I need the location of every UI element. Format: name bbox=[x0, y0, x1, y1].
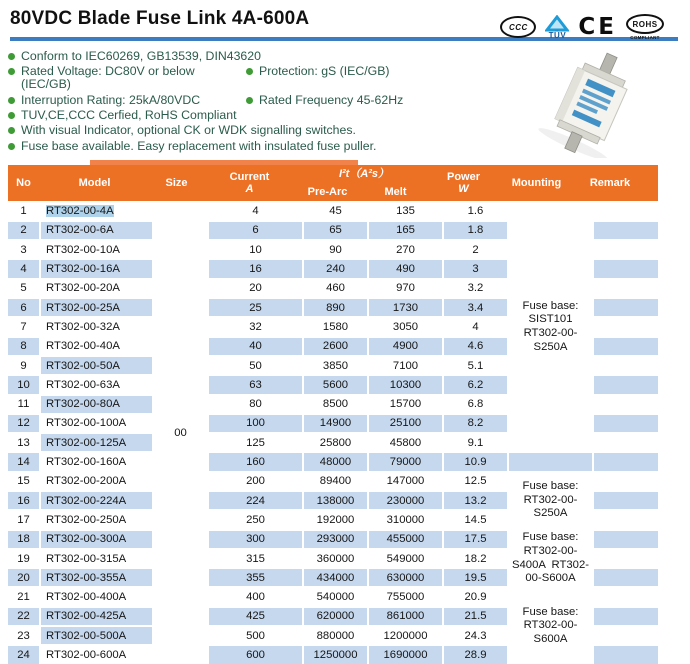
cell-no: 11 bbox=[17, 398, 30, 411]
cell-mounting bbox=[509, 588, 592, 663]
cell-model: RT302-00-32A bbox=[46, 320, 120, 333]
cell-current: 100 bbox=[209, 415, 302, 432]
cell-power: 10.9 bbox=[444, 453, 507, 470]
cell-remark bbox=[594, 357, 658, 374]
tuv-label: TÜV bbox=[548, 30, 567, 40]
cell-current: 16 bbox=[209, 260, 302, 277]
header-model: Model bbox=[78, 176, 111, 189]
mounting-text-line: SIST101 bbox=[528, 313, 573, 326]
mounting-text-line: Fuse base: bbox=[522, 605, 579, 618]
cell-model: RT302-00-500A bbox=[41, 627, 152, 644]
cell-current: 355 bbox=[209, 569, 302, 586]
header-current bbox=[203, 165, 296, 201]
cell-no: 7 bbox=[20, 320, 27, 333]
table-body bbox=[8, 203, 658, 664]
cell-melt: 970 bbox=[396, 282, 415, 295]
feature-cell bbox=[246, 94, 403, 107]
mounting-text-line: RT302-00- bbox=[523, 493, 578, 506]
cell-no: 13 bbox=[17, 436, 30, 449]
cell-power: 14.5 bbox=[464, 513, 487, 526]
cell-melt: 1200000 bbox=[383, 629, 428, 642]
feature-cell bbox=[8, 50, 261, 63]
cell-model: RT302-00-160A bbox=[46, 456, 127, 469]
cell-pre-arc: 540000 bbox=[316, 591, 355, 604]
cell-pre-arc: 293000 bbox=[304, 531, 367, 548]
cell-pre-arc: 65 bbox=[304, 222, 367, 239]
cell-remark bbox=[594, 338, 658, 355]
cell-no: 1 bbox=[20, 205, 27, 218]
cell-current: 6 bbox=[209, 222, 302, 239]
cell-remark bbox=[594, 280, 658, 297]
cell-no: 10 bbox=[8, 376, 39, 393]
cell-no: 23 bbox=[17, 629, 30, 642]
cell-remark bbox=[594, 299, 658, 316]
cell-melt: 79000 bbox=[369, 453, 442, 470]
mounting-text-line: S250A bbox=[533, 507, 568, 520]
cell-current: 425 bbox=[209, 608, 302, 625]
feature-cell bbox=[246, 65, 390, 78]
cell-pre-arc: 890 bbox=[304, 299, 367, 316]
tuv-triangle-icon bbox=[545, 15, 569, 32]
cell-melt: 10300 bbox=[369, 376, 442, 393]
cell-no: 4 bbox=[8, 260, 39, 277]
cell-mounting bbox=[509, 473, 592, 529]
feature-text: Fuse base available. Easy replacement with insulated fuse puller. bbox=[21, 138, 377, 153]
product-image-fuse bbox=[520, 50, 662, 158]
bullet-icon bbox=[8, 127, 15, 134]
feature-list bbox=[8, 50, 508, 153]
feature-item bbox=[8, 50, 508, 63]
cell-no: 20 bbox=[8, 569, 39, 586]
cell-model: RT302-00-10A bbox=[46, 243, 120, 256]
cell-melt: 45800 bbox=[389, 436, 422, 449]
cell-remark bbox=[594, 550, 658, 567]
cell-model bbox=[41, 203, 152, 220]
cell-model: RT302-00-425A bbox=[41, 608, 152, 625]
cell-power: 6.8 bbox=[467, 398, 484, 411]
cell-melt: 490 bbox=[369, 260, 442, 277]
cell-pre-arc: 8500 bbox=[322, 398, 349, 411]
rohs-badge bbox=[626, 14, 664, 40]
cell-model: RT302-00-80A bbox=[41, 396, 152, 413]
mounting-text-line: Fuse base: bbox=[522, 299, 579, 312]
cell-model: RT302-00-300A bbox=[41, 531, 152, 548]
header-current-line1: Current bbox=[229, 170, 270, 183]
ce-mark-icon: CE bbox=[578, 14, 617, 40]
cell-melt: 4900 bbox=[369, 338, 442, 355]
rohs-compliant-label: COMPLIANT bbox=[630, 35, 660, 40]
cell-pre-arc: 1250000 bbox=[304, 646, 367, 663]
page-title: 80VDC Blade Fuse Link 4A-600A bbox=[10, 8, 310, 29]
cell-current: 160 bbox=[209, 453, 302, 470]
cell-no: 3 bbox=[20, 243, 27, 256]
cell-current: 63 bbox=[209, 376, 302, 393]
cell-remark bbox=[594, 203, 658, 220]
cell-no: 17 bbox=[17, 513, 30, 526]
cell-power: 3.2 bbox=[467, 282, 484, 295]
cell-pre-arc: 48000 bbox=[304, 453, 367, 470]
feature-cell bbox=[8, 65, 246, 91]
bullet-icon bbox=[8, 143, 15, 150]
feature-item bbox=[8, 94, 508, 107]
certification-badges bbox=[500, 14, 664, 40]
cell-melt: 25100 bbox=[369, 415, 442, 432]
cell-remark bbox=[594, 588, 658, 605]
cell-model: RT302-00-600A bbox=[46, 649, 127, 662]
cell-size: 00 bbox=[174, 427, 187, 440]
feature-text: Conform to IEC60269, GB13539, DIN43620 bbox=[21, 49, 261, 63]
cell-pre-arc: 14900 bbox=[304, 415, 367, 432]
cell-model: RT302-00-355A bbox=[41, 569, 152, 586]
header-power-line2: W bbox=[458, 182, 469, 195]
cell-model: RT302-00-40A bbox=[46, 340, 120, 353]
spec-table bbox=[8, 165, 658, 664]
cell-melt: 755000 bbox=[386, 591, 425, 604]
cell-remark bbox=[594, 415, 658, 432]
cell-power: 1.8 bbox=[444, 222, 507, 239]
cell-model: RT302-00-200A bbox=[46, 475, 127, 488]
cell-current: 400 bbox=[246, 591, 265, 604]
cell-mounting bbox=[509, 453, 592, 470]
tuv-badge bbox=[545, 15, 569, 40]
ccc-mark-icon: CCC bbox=[500, 16, 536, 38]
cell-melt: 135 bbox=[396, 205, 415, 218]
cell-current: 300 bbox=[209, 531, 302, 548]
cell-pre-arc: 434000 bbox=[304, 569, 367, 586]
cell-current: 500 bbox=[246, 629, 265, 642]
header-i2t: I²t（A²s） bbox=[338, 168, 390, 181]
cell-mounting bbox=[509, 531, 592, 587]
page-header bbox=[0, 0, 690, 41]
cell-pre-arc: 2600 bbox=[304, 338, 367, 355]
mounting-text-line: RT302-00- bbox=[523, 326, 578, 339]
cell-melt: 3050 bbox=[392, 320, 419, 333]
ccc-badge bbox=[500, 16, 536, 38]
cell-power: 28.9 bbox=[444, 646, 507, 663]
cell-current: 315 bbox=[246, 552, 265, 565]
cell-power: 3.4 bbox=[444, 299, 507, 316]
header-power bbox=[432, 165, 495, 201]
header-remark: Remark bbox=[589, 176, 631, 189]
feature-cell bbox=[8, 94, 246, 107]
cell-current: 224 bbox=[209, 492, 302, 509]
cell-no: 22 bbox=[8, 608, 39, 625]
cell-pre-arc: 45 bbox=[329, 205, 342, 218]
cell-pre-arc: 1580 bbox=[322, 320, 349, 333]
cell-power: 17.5 bbox=[444, 531, 507, 548]
mounting-text-line: 00-S600A bbox=[525, 572, 576, 585]
cell-melt: 455000 bbox=[369, 531, 442, 548]
cell-current: 10 bbox=[249, 243, 262, 256]
bullet-icon bbox=[8, 68, 15, 75]
cell-current: 250 bbox=[246, 513, 265, 526]
feature-item bbox=[8, 65, 508, 91]
cell-power: 24.3 bbox=[464, 629, 487, 642]
cell-no: 15 bbox=[17, 475, 30, 488]
cell-model: RT302-00-20A bbox=[46, 282, 120, 295]
cell-current: 80 bbox=[249, 398, 262, 411]
cell-mounting bbox=[509, 203, 592, 452]
cell-current: 50 bbox=[249, 359, 262, 372]
cell-remark bbox=[594, 260, 658, 277]
feature-item bbox=[8, 140, 508, 153]
bullet-icon bbox=[8, 97, 15, 104]
cell-melt: 270 bbox=[396, 243, 415, 256]
cell-power: 4 bbox=[472, 320, 479, 333]
selected-model-text: RT302-00-4A bbox=[46, 205, 114, 218]
cell-power: 19.5 bbox=[444, 569, 507, 586]
cell-melt: 15700 bbox=[389, 398, 422, 411]
header-pre-arc: Pre-Arc bbox=[307, 186, 348, 199]
cell-no: 12 bbox=[8, 415, 39, 432]
cell-model: RT302-00-100A bbox=[46, 417, 127, 430]
cell-power: 3 bbox=[444, 260, 507, 277]
cell-current: 600 bbox=[209, 646, 302, 663]
cell-current: 32 bbox=[249, 320, 262, 333]
feature-item bbox=[8, 124, 508, 137]
cell-power: 4.6 bbox=[444, 338, 507, 355]
mounting-text-line: S400A RT302- bbox=[511, 558, 590, 571]
cell-pre-arc: 90 bbox=[329, 243, 342, 256]
cell-model: RT302-00-315A bbox=[46, 552, 127, 565]
mounting-text-line: S250A bbox=[533, 340, 568, 353]
cell-model: RT302-00-50A bbox=[41, 357, 152, 374]
header-size: Size bbox=[165, 176, 188, 189]
cell-model: RT302-00-6A bbox=[41, 222, 152, 239]
cell-model: RT302-00-400A bbox=[46, 591, 127, 604]
cell-model: RT302-00-63A bbox=[46, 378, 120, 391]
feature-cell bbox=[8, 140, 376, 153]
cell-melt: 861000 bbox=[369, 608, 442, 625]
cell-pre-arc: 3850 bbox=[322, 359, 349, 372]
cell-remark bbox=[594, 434, 658, 451]
feature-text: TUV,CE,CCC Cerfied, RoHS Compliant bbox=[21, 107, 237, 122]
cell-no: 8 bbox=[8, 338, 39, 355]
cell-remark bbox=[594, 318, 658, 335]
cell-power: 20.9 bbox=[464, 591, 487, 604]
cell-model: RT302-00-250A bbox=[46, 513, 127, 526]
cell-remark bbox=[594, 376, 658, 393]
feature-text: Protection: gS (IEC/GB) bbox=[259, 64, 390, 79]
cell-pre-arc: 460 bbox=[326, 282, 345, 295]
cell-no: 18 bbox=[8, 531, 39, 548]
cell-model: RT302-00-224A bbox=[41, 492, 152, 509]
mounting-text-line: Fuse base: bbox=[522, 480, 579, 493]
cell-current: 200 bbox=[246, 475, 265, 488]
cell-no: 9 bbox=[20, 359, 27, 372]
feature-cell bbox=[8, 109, 237, 122]
cell-melt: 1690000 bbox=[369, 646, 442, 663]
cell-remark bbox=[594, 608, 658, 625]
cell-pre-arc: 138000 bbox=[304, 492, 367, 509]
cell-pre-arc: 880000 bbox=[316, 629, 355, 642]
cell-remark bbox=[594, 646, 658, 663]
cell-melt: 230000 bbox=[369, 492, 442, 509]
mounting-text-line: Fuse base: bbox=[522, 531, 579, 544]
feature-cell bbox=[8, 124, 356, 137]
header-step-artifact bbox=[90, 160, 358, 165]
cell-melt: 147000 bbox=[386, 475, 425, 488]
mounting-text-line: RT302-00- bbox=[523, 544, 578, 557]
cell-no: 6 bbox=[8, 299, 39, 316]
cell-remark bbox=[594, 569, 658, 586]
cell-no: 16 bbox=[8, 492, 39, 509]
header-mounting: Mounting bbox=[511, 176, 562, 189]
cell-no: 24 bbox=[8, 646, 39, 663]
cell-power: 6.2 bbox=[444, 376, 507, 393]
cell-model: RT302-00-125A bbox=[41, 434, 152, 451]
cell-no: 21 bbox=[17, 591, 30, 604]
cell-model: RT302-00-16A bbox=[41, 260, 152, 277]
cell-current: 125 bbox=[246, 436, 265, 449]
cell-pre-arc: 192000 bbox=[316, 513, 355, 526]
cell-remark bbox=[594, 627, 658, 644]
cell-current: 25 bbox=[209, 299, 302, 316]
cell-power: 9.1 bbox=[467, 436, 484, 449]
bullet-icon bbox=[8, 53, 15, 60]
cell-pre-arc: 5600 bbox=[304, 376, 367, 393]
cell-power: 13.2 bbox=[444, 492, 507, 509]
header-power-line1: Power bbox=[446, 170, 480, 183]
cell-pre-arc: 25800 bbox=[319, 436, 352, 449]
cell-melt: 630000 bbox=[369, 569, 442, 586]
cell-current: 20 bbox=[249, 282, 262, 295]
cell-current: 4 bbox=[252, 205, 259, 218]
cell-remark bbox=[594, 453, 658, 470]
cell-power: 12.5 bbox=[464, 475, 487, 488]
bullet-icon bbox=[8, 112, 15, 119]
mounting-text-line: RT302-00- bbox=[523, 619, 578, 632]
cell-current: 40 bbox=[209, 338, 302, 355]
cell-power: 5.1 bbox=[467, 359, 484, 372]
cell-melt: 165 bbox=[369, 222, 442, 239]
cell-pre-arc: 89400 bbox=[319, 475, 352, 488]
cell-power: 21.5 bbox=[444, 608, 507, 625]
rohs-mark-icon: ROHS bbox=[626, 14, 664, 34]
cell-power: 1.6 bbox=[467, 205, 484, 218]
header-melt: Melt bbox=[384, 186, 407, 199]
cell-pre-arc: 360000 bbox=[316, 552, 355, 565]
table-header bbox=[8, 165, 658, 201]
cell-no: 2 bbox=[8, 222, 39, 239]
feature-text: With visual Indicator, optional CK or WDK signalling switches. bbox=[21, 123, 356, 138]
cell-melt: 7100 bbox=[392, 359, 419, 372]
cell-no: 5 bbox=[20, 282, 27, 295]
cell-remark bbox=[594, 396, 658, 413]
cell-power: 18.2 bbox=[464, 552, 487, 565]
cell-melt: 310000 bbox=[386, 513, 425, 526]
feature-text: Rated Voltage: DC80V or below (IEC/GB) bbox=[21, 64, 195, 92]
cell-remark bbox=[594, 511, 658, 528]
bullet-icon bbox=[246, 68, 253, 75]
cell-no: 14 bbox=[8, 453, 39, 470]
feature-text: Interruption Rating: 25kA/80VDC bbox=[21, 92, 201, 107]
feature-item bbox=[8, 109, 508, 122]
cell-remark bbox=[594, 241, 658, 258]
cell-remark bbox=[594, 492, 658, 509]
cell-power: 8.2 bbox=[444, 415, 507, 432]
cell-pre-arc: 240 bbox=[304, 260, 367, 277]
cell-pre-arc: 620000 bbox=[304, 608, 367, 625]
cell-remark bbox=[594, 531, 658, 548]
header-current-line2: A bbox=[245, 182, 254, 195]
cell-remark bbox=[594, 473, 658, 490]
cell-remark bbox=[594, 222, 658, 239]
header-no: No bbox=[16, 176, 31, 189]
cell-model: RT302-00-25A bbox=[41, 299, 152, 316]
mounting-text-line: S600A bbox=[533, 632, 568, 645]
bullet-icon bbox=[246, 97, 253, 104]
cell-no: 19 bbox=[17, 552, 30, 565]
cell-melt: 549000 bbox=[386, 552, 425, 565]
feature-text: Rated Frequency 45-62Hz bbox=[259, 92, 404, 107]
cell-melt: 1730 bbox=[369, 299, 442, 316]
cell-power: 2 bbox=[472, 243, 479, 256]
